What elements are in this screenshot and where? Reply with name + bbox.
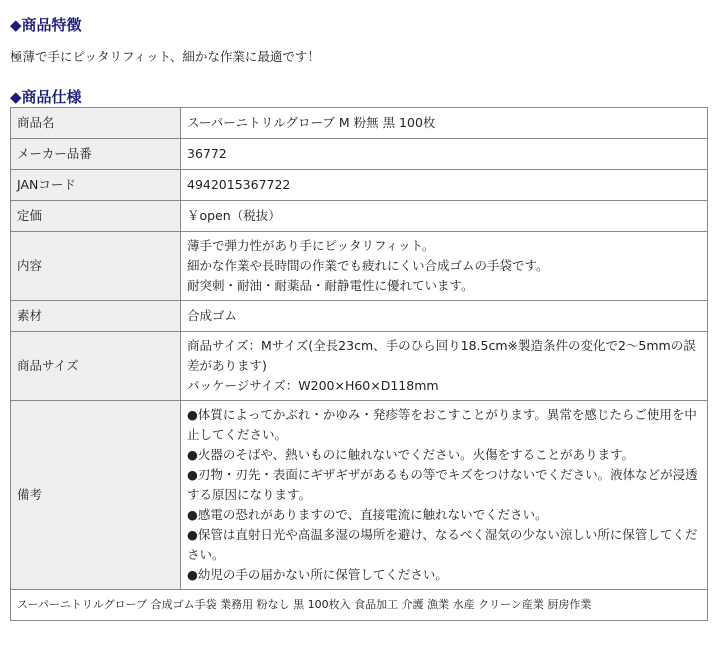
spec-value-line: 4942015367722: [187, 177, 291, 192]
spec-heading: ◆商品仕様: [10, 88, 82, 106]
spec-label: 内容: [11, 232, 181, 301]
spec-value-line: ●感電の恐れがありますので、直接電流に触れないでください。: [187, 507, 548, 522]
table-row: [11, 201, 708, 232]
spec-value: [181, 139, 708, 170]
spec-value: [181, 170, 708, 201]
spec-value-line: ●刃物・刃先・表面にギザギザがあるもの等でキズをつけないでください。液体などが浸透する原因になります。: [187, 467, 698, 502]
spec-table: [10, 107, 708, 621]
spec-value: [181, 301, 708, 332]
spec-value-line: ●保管は直射日光や高温多湿の場所を避け、なるべく湿気の少ない涼しい所に保管してください。: [187, 527, 698, 562]
spec-label: JANコード: [11, 170, 181, 201]
spec-label: 備考: [11, 401, 181, 590]
table-row: [11, 332, 708, 401]
spec-value-line: パッケージサイズ：W200×H60×D118mm: [187, 378, 439, 393]
table-row: [11, 170, 708, 201]
spec-label: 商品名: [11, 108, 181, 139]
spec-label: メーカー品番: [11, 139, 181, 170]
keywords-text: スーパーニトリルグローブ 合成ゴム手袋 業務用 粉なし 黒 100枚入 食品加工 介護 漁業 水産 クリーン産業 厨房作業: [11, 590, 708, 621]
spec-value: [181, 108, 708, 139]
spec-value-line: ￥open（税抜）: [187, 208, 281, 223]
spec-value-line: 薄手で弾力性があり手にピッタリフィット。: [187, 238, 435, 253]
spec-value-line: 36772: [187, 146, 227, 161]
table-row: [11, 301, 708, 332]
spec-label: 素材: [11, 301, 181, 332]
keywords-row: [11, 590, 708, 621]
spec-value-line: 細かな作業や長時間の作業でも疲れにくい合成ゴムの手袋です。: [187, 258, 549, 273]
spec-value-line: ●幼児の手の届かない所に保管してください。: [187, 567, 448, 582]
spec-value-line: ●火器のそばや、熱いものに触れないでください。火傷をすることがあります。: [187, 447, 635, 462]
table-row: [11, 232, 708, 301]
features-text: 極薄で手にピッタリフィット、細かな作業に最適です！: [10, 49, 320, 64]
spec-label: 定価: [11, 201, 181, 232]
spec-value-line: スーパーニトリルグローブ M 粉無 黒 100枚: [187, 115, 436, 130]
spec-value-line: ●体質によってかぶれ・かゆみ・発疹等をおこすことがります。異常を感じたらご使用を中止してください。: [187, 407, 697, 442]
table-row: [11, 108, 708, 139]
spec-value: [181, 201, 708, 232]
spec-value-line: 合成ゴム: [187, 308, 238, 323]
spec-value-line: 商品サイズ：Mサイズ(全長23cm、手のひら回り18.5cm※製造条件の変化で2～5mmの誤差があります): [187, 338, 696, 373]
features-heading: ◆商品特徴: [10, 16, 82, 34]
spec-value-line: 耐突刺・耐油・耐薬品・耐静電性に優れています。: [187, 278, 474, 293]
table-row: [11, 139, 708, 170]
table-row: [11, 401, 708, 590]
spec-label: 商品サイズ: [11, 332, 181, 401]
spec-value: [181, 332, 708, 401]
spec-value: [181, 401, 708, 590]
spec-value: [181, 232, 708, 301]
